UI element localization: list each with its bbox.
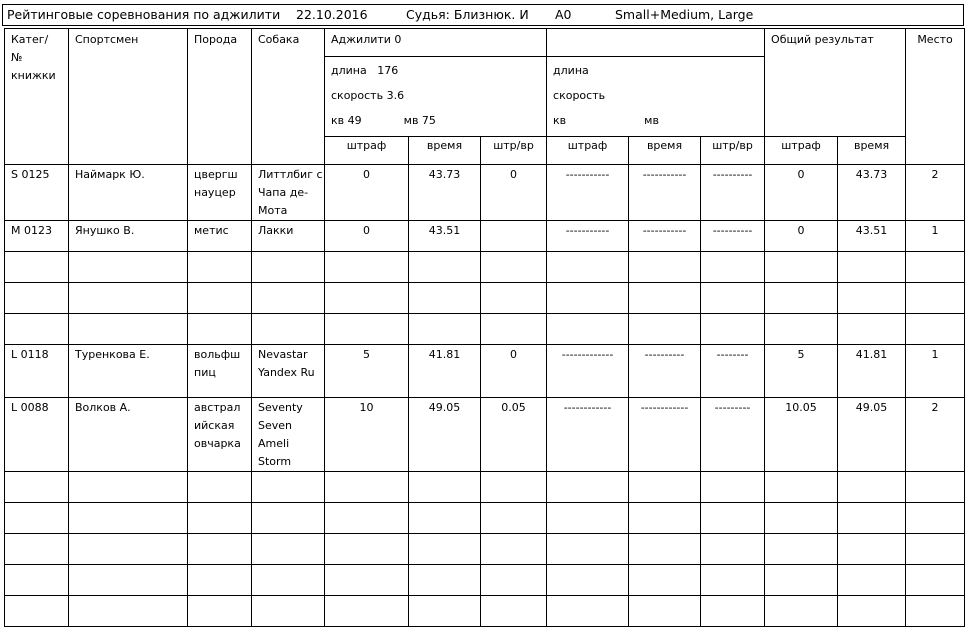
table-row (5, 534, 965, 565)
row-total-time (838, 596, 906, 627)
row-pentime-1 (481, 472, 547, 503)
row-total-penalty: 10.05 (765, 398, 838, 472)
row-athlete: Наймарк Ю. (69, 165, 188, 221)
row-time-1 (409, 252, 481, 283)
course2-mv-label: мв (644, 114, 659, 127)
subheader-time-2: время (629, 137, 701, 165)
row-time-1 (409, 503, 481, 534)
row-place (906, 283, 965, 314)
col-header-dog: Собака (252, 29, 325, 165)
row-category (5, 314, 69, 345)
course2-length-label: длина (553, 64, 589, 77)
subheader-total-penalty: штраф (765, 137, 838, 165)
row-pentime-2: --------- (701, 398, 765, 472)
judge-name: Судья: Близнюк. И (406, 7, 529, 22)
row-total-penalty: 5 (765, 345, 838, 398)
row-total-penalty (765, 565, 838, 596)
row-time-2 (629, 565, 701, 596)
col-header-overall: Общий результат (765, 29, 906, 137)
row-penalty-1 (325, 534, 409, 565)
row-pentime-1 (481, 314, 547, 345)
row-dog (252, 283, 325, 314)
course1-mv-label: мв (403, 114, 419, 127)
row-category: S 0125 (5, 165, 69, 221)
row-athlete (69, 283, 188, 314)
row-penalty-2 (547, 503, 629, 534)
table-row (5, 503, 965, 534)
row-athlete (69, 503, 188, 534)
row-pentime-2: ---------- (701, 165, 765, 221)
row-breed: цвергш науцер (188, 165, 252, 221)
row-time-2: ----------- (629, 221, 701, 252)
course1-mv-value: 75 (421, 114, 436, 127)
row-athlete: Волков А. (69, 398, 188, 472)
row-breed: метис (188, 221, 252, 252)
subheader-total-time: время (838, 137, 906, 165)
row-pentime-1 (481, 534, 547, 565)
row-time-2 (629, 472, 701, 503)
row-pentime-1: 0.05 (481, 398, 547, 472)
row-total-time: 43.73 (838, 165, 906, 221)
row-total-time: 41.81 (838, 345, 906, 398)
course1-speed-label: скорость (331, 89, 384, 102)
table-row (5, 345, 965, 398)
row-dog (252, 565, 325, 596)
row-total-time (838, 534, 906, 565)
row-pentime-1 (481, 283, 547, 314)
row-penalty-2: ----------- (547, 221, 629, 252)
row-place (906, 534, 965, 565)
row-time-1: 43.73 (409, 165, 481, 221)
row-total-penalty (765, 534, 838, 565)
row-time-2 (629, 534, 701, 565)
row-pentime-2: -------- (701, 345, 765, 398)
row-pentime-2: ---------- (701, 221, 765, 252)
row-category (5, 503, 69, 534)
row-time-2: ---------- (629, 345, 701, 398)
course1-params (325, 57, 547, 137)
row-place (906, 252, 965, 283)
row-time-1 (409, 565, 481, 596)
row-total-time (838, 503, 906, 534)
row-place: 2 (906, 398, 965, 472)
row-penalty-2: ------------ (547, 398, 629, 472)
row-breed: вольфш пиц (188, 345, 252, 398)
col-header-agility: Аджилити 0 (325, 29, 547, 57)
row-dog (252, 314, 325, 345)
table-row (5, 472, 965, 503)
row-pentime-2 (701, 314, 765, 345)
table-row (5, 221, 965, 252)
row-dog: Seventy Seven Ameli Storm (252, 398, 325, 472)
row-pentime-2 (701, 472, 765, 503)
subheader-penalty-1: штраф (325, 137, 409, 165)
row-time-1 (409, 314, 481, 345)
competition-date: 22.10.2016 (296, 7, 368, 22)
row-penalty-1 (325, 314, 409, 345)
row-dog: Лакки (252, 221, 325, 252)
row-dog (252, 534, 325, 565)
row-penalty-1 (325, 503, 409, 534)
row-pentime-2 (701, 283, 765, 314)
row-total-penalty (765, 283, 838, 314)
row-time-2: ----------- (629, 165, 701, 221)
row-athlete: Янушко В. (69, 221, 188, 252)
row-time-1: 49.05 (409, 398, 481, 472)
row-penalty-2: ----------- (547, 165, 629, 221)
subheader-pentime-2: штр/вр (701, 137, 765, 165)
row-time-2 (629, 596, 701, 627)
row-place (906, 472, 965, 503)
table-row (5, 314, 965, 345)
row-total-time: 43.51 (838, 221, 906, 252)
row-breed (188, 534, 252, 565)
row-penalty-2 (547, 283, 629, 314)
table-row (5, 252, 965, 283)
row-time-1 (409, 283, 481, 314)
row-penalty-1 (325, 472, 409, 503)
subheader-time-1: время (409, 137, 481, 165)
row-breed (188, 252, 252, 283)
row-place: 1 (906, 221, 965, 252)
row-place: 1 (906, 345, 965, 398)
row-pentime-2 (701, 596, 765, 627)
col-header-place: Место (906, 29, 965, 165)
row-breed (188, 565, 252, 596)
row-athlete (69, 534, 188, 565)
row-athlete (69, 252, 188, 283)
col-header-category: Катег/ № книжки (5, 29, 69, 165)
row-place (906, 596, 965, 627)
table-row (5, 596, 965, 627)
row-total-penalty (765, 596, 838, 627)
row-penalty-2 (547, 472, 629, 503)
row-total-time: 49.05 (838, 398, 906, 472)
row-pentime-1 (481, 221, 547, 252)
course1-speed-value: 3.6 (386, 89, 405, 102)
row-total-time (838, 472, 906, 503)
row-pentime-1 (481, 252, 547, 283)
row-total-penalty (765, 503, 838, 534)
row-athlete (69, 314, 188, 345)
row-pentime-2 (701, 534, 765, 565)
course1-kv-value: 49 (347, 114, 362, 127)
row-penalty-1 (325, 252, 409, 283)
row-time-2 (629, 314, 701, 345)
row-category (5, 596, 69, 627)
row-pentime-1 (481, 596, 547, 627)
subheader-penalty-2: штраф (547, 137, 629, 165)
row-time-2 (629, 283, 701, 314)
row-dog: Литтлбиг с Чапа де-Мота (252, 165, 325, 221)
course1-length-value: 176 (377, 64, 399, 77)
table-row (5, 165, 965, 221)
row-dog: Nevastar Yandex Ru (252, 345, 325, 398)
row-pentime-1 (481, 565, 547, 596)
row-category (5, 534, 69, 565)
row-time-1: 41.81 (409, 345, 481, 398)
col-header-course2 (547, 29, 765, 57)
size-groups: Small+Medium, Large (615, 7, 754, 22)
row-breed (188, 596, 252, 627)
row-breed (188, 472, 252, 503)
course2-kv-label: кв (553, 114, 567, 127)
row-penalty-2 (547, 252, 629, 283)
row-pentime-2 (701, 565, 765, 596)
row-penalty-1: 5 (325, 345, 409, 398)
row-penalty-1 (325, 596, 409, 627)
row-breed (188, 283, 252, 314)
row-total-penalty (765, 314, 838, 345)
col-header-breed: Порода (188, 29, 252, 165)
row-category: L 0118 (5, 345, 69, 398)
row-total-penalty (765, 252, 838, 283)
row-athlete: Туренкова Е. (69, 345, 188, 398)
row-breed (188, 314, 252, 345)
title-bar (2, 4, 964, 26)
competition-title: Рейтинговые соревнования по аджилити (7, 7, 281, 22)
row-pentime-1: 0 (481, 165, 547, 221)
table-row (5, 398, 965, 472)
row-pentime-1 (481, 503, 547, 534)
row-dog (252, 472, 325, 503)
row-time-2: ------------ (629, 398, 701, 472)
row-penalty-1: 10 (325, 398, 409, 472)
row-penalty-2 (547, 565, 629, 596)
row-category: M 0123 (5, 221, 69, 252)
row-time-2 (629, 252, 701, 283)
row-penalty-1: 0 (325, 221, 409, 252)
row-place (906, 565, 965, 596)
row-category (5, 565, 69, 596)
row-time-1: 43.51 (409, 221, 481, 252)
col-header-athlete: Спортсмен (69, 29, 188, 165)
row-penalty-1: 0 (325, 165, 409, 221)
row-category (5, 283, 69, 314)
course1-length-label: длина (331, 64, 367, 77)
row-athlete (69, 565, 188, 596)
row-pentime-2 (701, 252, 765, 283)
row-athlete (69, 472, 188, 503)
row-place: 2 (906, 165, 965, 221)
row-penalty-1 (325, 565, 409, 596)
row-dog (252, 596, 325, 627)
subheader-pentime-1: штр/вр (481, 137, 547, 165)
row-breed (188, 503, 252, 534)
row-penalty-2: ------------- (547, 345, 629, 398)
row-pentime-1: 0 (481, 345, 547, 398)
course2-speed-label: скорость (553, 89, 606, 102)
row-penalty-2 (547, 314, 629, 345)
row-penalty-1 (325, 283, 409, 314)
row-category (5, 252, 69, 283)
row-penalty-2 (547, 596, 629, 627)
row-place (906, 503, 965, 534)
row-category: L 0088 (5, 398, 69, 472)
row-athlete (69, 596, 188, 627)
row-total-time (838, 314, 906, 345)
row-total-time (838, 283, 906, 314)
row-time-1 (409, 472, 481, 503)
row-total-penalty (765, 472, 838, 503)
row-dog (252, 503, 325, 534)
row-total-time (838, 565, 906, 596)
class-label: А0 (555, 7, 572, 22)
table-row (5, 565, 965, 596)
course1-kv-label: кв (331, 114, 345, 127)
results-table (4, 28, 965, 627)
row-time-1 (409, 596, 481, 627)
row-penalty-2 (547, 534, 629, 565)
row-breed: австрал ийская овчарка (188, 398, 252, 472)
row-dog (252, 252, 325, 283)
row-time-1 (409, 534, 481, 565)
row-pentime-2 (701, 503, 765, 534)
table-row (5, 283, 965, 314)
row-category (5, 472, 69, 503)
row-time-2 (629, 503, 701, 534)
row-total-time (838, 252, 906, 283)
row-total-penalty: 0 (765, 165, 838, 221)
row-total-penalty: 0 (765, 221, 838, 252)
row-place (906, 314, 965, 345)
course2-params (547, 57, 765, 137)
